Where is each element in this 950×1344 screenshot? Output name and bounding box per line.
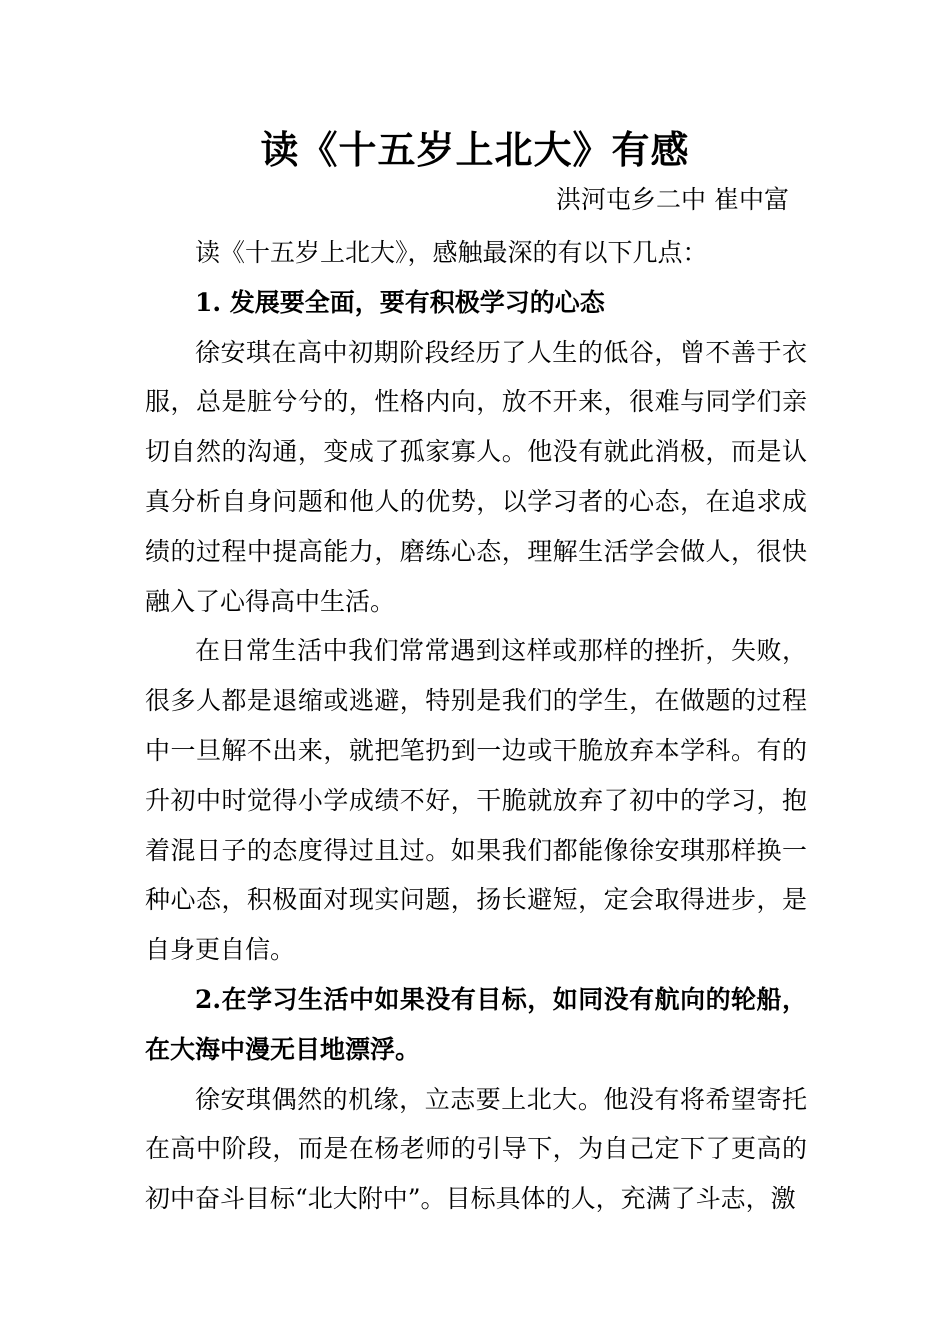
body-paragraph: 徐安琪在高中初期阶段经历了人生的低谷，曾不善于衣服，总是脏兮兮的，性格内向，放不开来，很难与同学们亲切自然的沟通，变成了孤家寡人。他没有就此消极，而是认真分析自身问题和他人的优势，以学习者的心态，在追求成绩的过程中提高能力，磨练心态，理解生活学会做人，很快融入了心得高中生活。 xyxy=(145,337,807,616)
document-title: 读《十五岁上北大》有感 xyxy=(260,127,690,172)
intro-paragraph: 读《十五岁上北大》，感触最深的有以下几点： xyxy=(195,238,708,267)
section-heading-1: 1. 发展要全面，要有积极学习的心态 xyxy=(195,287,605,317)
body-paragraph: 徐安琪偶然的机缘，立志要上北大。他没有将希望寄托在高中阶段，而是在杨老师的引导下，为自己定下了更高的初中奋斗目标“北大附中”。目标具体的人，充满了斗志，激 xyxy=(145,1084,807,1214)
document-body xyxy=(145,228,807,1224)
section-heading-2: 2.在学习生活中如果没有目标，如同没有航向的轮船，在大海中漫无目地漂浮。 xyxy=(145,984,807,1064)
body-paragraph: 在日常生活中我们常常遇到这样或那样的挫折，失败，很多人都是退缩或逃避，特别是我们的学生，在做题的过程中一旦解不出来，就把笔扔到一边或干脆放弃本学科。有的升初中时觉得小学成绩不好，干脆就放弃了初中的学习，抱着混日子的态度得过且过。如果我们都能像徐安琪那样换一种心态，积极面对现实问题，扬长避短，定会取得进步，是自身更自信。 xyxy=(145,636,807,965)
author-line: 洪河屯乡二中 崔中富 xyxy=(556,185,789,214)
